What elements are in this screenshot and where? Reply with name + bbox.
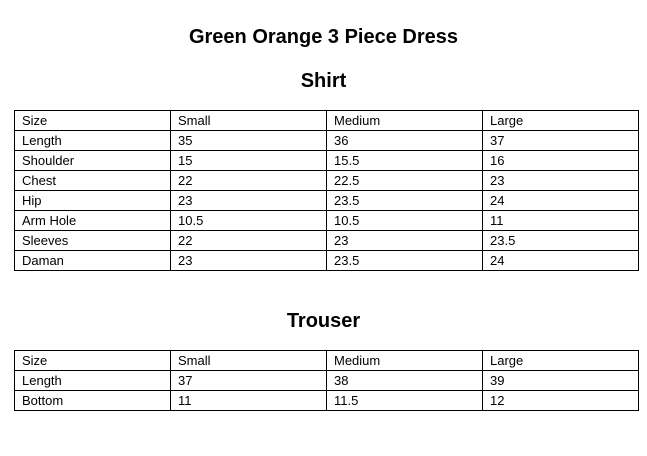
large-value-cell: 16 [483, 151, 639, 171]
document-title: Green Orange 3 Piece Dress [188, 26, 459, 48]
medium-value-cell: 23.5 [327, 251, 483, 271]
large-value-cell: 11 [483, 211, 639, 231]
table-row [15, 371, 639, 391]
small-value-cell: 10.5 [171, 211, 327, 231]
header-cell-medium: Medium [327, 351, 483, 371]
small-value-cell: 15 [171, 151, 327, 171]
medium-value-cell: 15.5 [327, 151, 483, 171]
medium-value-cell: 11.5 [327, 391, 483, 411]
shirt-section-title: Shirt [300, 70, 347, 92]
header-cell-size: Size [15, 351, 171, 371]
large-value-cell: 24 [483, 251, 639, 271]
measurement-name-cell: Daman [15, 251, 171, 271]
measurement-name-cell: Chest [15, 171, 171, 191]
small-value-cell: 23 [171, 191, 327, 211]
medium-value-cell: 38 [327, 371, 483, 391]
table-header-row [15, 111, 639, 131]
table-row [15, 131, 639, 151]
table-row [15, 191, 639, 211]
header-cell-small: Small [171, 111, 327, 131]
header-cell-large: Large [483, 111, 639, 131]
medium-value-cell: 36 [327, 131, 483, 151]
large-value-cell: 24 [483, 191, 639, 211]
medium-value-cell: 22.5 [327, 171, 483, 191]
small-value-cell: 22 [171, 231, 327, 251]
measurement-name-cell: Bottom [15, 391, 171, 411]
medium-value-cell: 23 [327, 231, 483, 251]
medium-value-cell: 23.5 [327, 191, 483, 211]
measurement-name-cell: Sleeves [15, 231, 171, 251]
large-value-cell: 12 [483, 391, 639, 411]
small-value-cell: 23 [171, 251, 327, 271]
large-value-cell: 23.5 [483, 231, 639, 251]
measurement-name-cell: Arm Hole [15, 211, 171, 231]
table-row [15, 231, 639, 251]
trouser-size-table [14, 350, 639, 411]
shirt-size-table [14, 110, 639, 271]
measurement-name-cell: Length [15, 131, 171, 151]
small-value-cell: 11 [171, 391, 327, 411]
measurement-name-cell: Hip [15, 191, 171, 211]
measurement-name-cell: Shoulder [15, 151, 171, 171]
medium-value-cell: 10.5 [327, 211, 483, 231]
measurement-name-cell: Length [15, 371, 171, 391]
large-value-cell: 23 [483, 171, 639, 191]
small-value-cell: 22 [171, 171, 327, 191]
large-value-cell: 37 [483, 131, 639, 151]
large-value-cell: 39 [483, 371, 639, 391]
header-cell-small: Small [171, 351, 327, 371]
header-cell-size: Size [15, 111, 171, 131]
table-header-row [15, 351, 639, 371]
trouser-section-title: Trouser [286, 310, 361, 332]
small-value-cell: 37 [171, 371, 327, 391]
table-row [15, 171, 639, 191]
header-cell-large: Large [483, 351, 639, 371]
table-row [15, 391, 639, 411]
table-row [15, 151, 639, 171]
table-row [15, 251, 639, 271]
table-row [15, 211, 639, 231]
header-cell-medium: Medium [327, 111, 483, 131]
small-value-cell: 35 [171, 131, 327, 151]
